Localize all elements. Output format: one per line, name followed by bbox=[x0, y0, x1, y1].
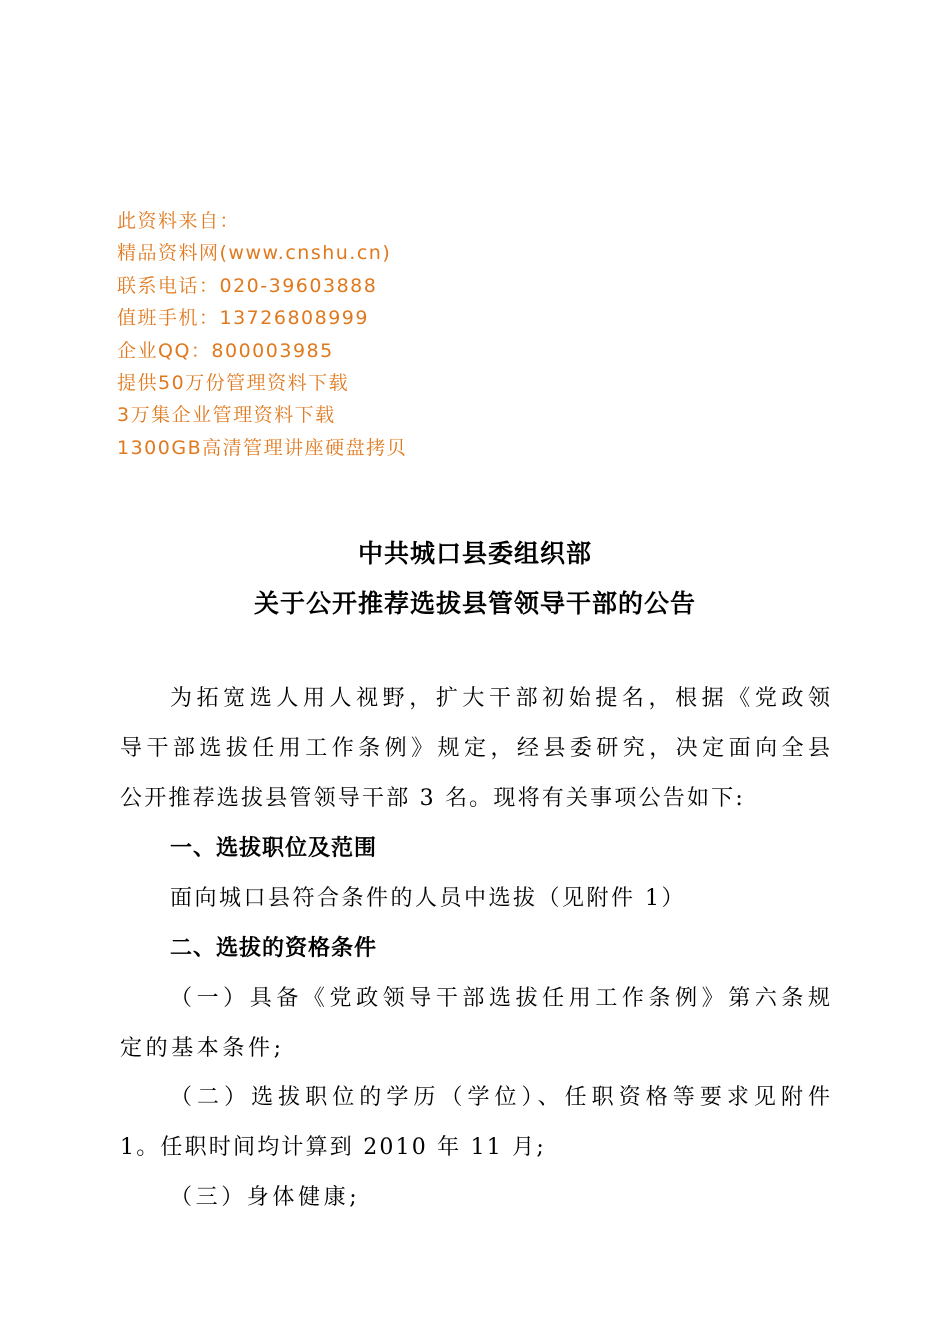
section-heading-1: 一、选拔职位及范围 bbox=[170, 836, 378, 861]
source-line: 3万集企业管理资料下载 bbox=[117, 404, 336, 427]
source-line: 值班手机：13726808999 bbox=[117, 307, 369, 330]
source-info-block bbox=[117, 205, 407, 464]
condition-item-1-line: 定的基本条件; bbox=[120, 1036, 285, 1061]
intro-paragraph-line: 公开推荐选拔县管领导干部 3 名。现将有关事项公告如下: bbox=[120, 786, 745, 811]
section1-text: 面向城口县符合条件的人员中选拔（见附件 1） bbox=[170, 886, 686, 911]
condition-item-2-line: （二）选拔职位的学历（学位）、任职资格等要求见附件 bbox=[170, 1085, 830, 1110]
source-line: 精品资料网(www.cnshu.cn) bbox=[117, 242, 392, 265]
document-title-line1: 中共城口县委组织部 bbox=[357, 539, 592, 568]
source-line: 联系电话：020-39603888 bbox=[117, 274, 378, 297]
source-line: 1300GB高清管理讲座硬盘拷贝 bbox=[117, 436, 408, 459]
condition-item-3: （三）身体健康; bbox=[170, 1185, 361, 1210]
source-line: 提供50万份管理资料下载 bbox=[117, 371, 350, 394]
section-heading-2: 二、选拔的资格条件 bbox=[170, 936, 378, 961]
condition-item-1-line: （一）具备《党政领导干部选拔任用工作条例》第六条规 bbox=[170, 986, 830, 1011]
intro-paragraph-line: 导干部选拔任用工作条例》规定，经县委研究，决定面向全县 bbox=[120, 736, 830, 761]
source-line: 此资料来自： bbox=[117, 210, 241, 232]
intro-paragraph-line: 为拓宽选人用人视野，扩大干部初始提名，根据《党政领 bbox=[170, 686, 830, 711]
source-line: 企业QQ：800003985 bbox=[117, 339, 334, 362]
document-title-line2: 关于公开推荐选拔县管领导干部的公告 bbox=[253, 589, 696, 618]
condition-item-2-line: 1。任职时间均计算到 2010 年 11 月; bbox=[120, 1135, 546, 1160]
